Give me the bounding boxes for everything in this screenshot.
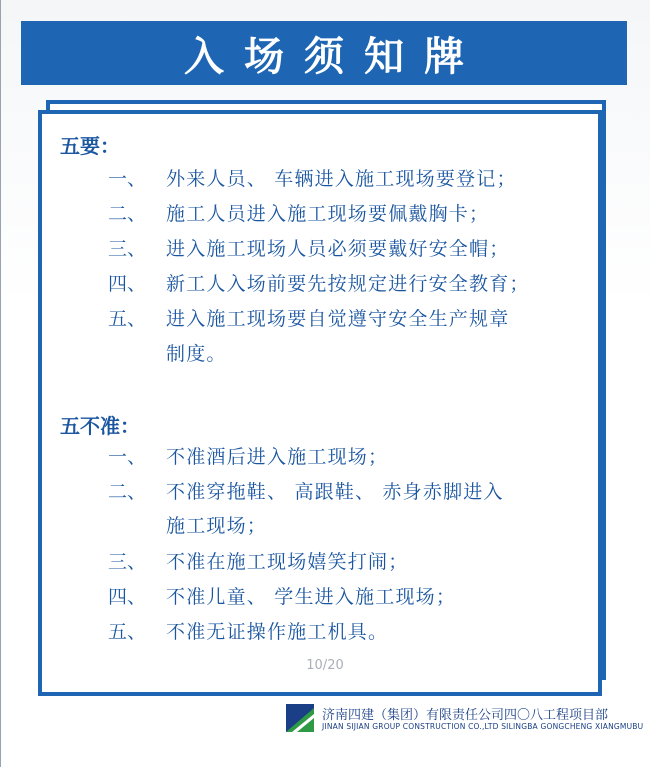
- company-footer: [286, 704, 644, 738]
- company-name-cn: 济南四建（集团）有限责任公司四〇八工程项目部: [322, 708, 609, 723]
- item-number: 五、: [108, 621, 147, 643]
- item-text: 外来人员、 车辆进入施工现场要登记；: [166, 168, 517, 190]
- item-number: 一、: [108, 168, 147, 190]
- item-text: 进入施工现场要自觉遵守安全生产规章: [166, 308, 510, 330]
- item-text: 进入施工现场人员必须要戴好安全帽；: [166, 238, 510, 260]
- page-indicator: 10/20: [306, 658, 344, 673]
- item-text: 新工人入场前要先按规定进行安全教育；: [166, 273, 530, 295]
- item-text-continued: 施工现场；: [166, 515, 268, 537]
- item-text: 不准穿拖鞋、 高跟鞋、 赤身赤脚进入: [166, 481, 504, 503]
- item-number: 四、: [108, 273, 147, 295]
- item-number: 二、: [108, 203, 147, 225]
- company-logo-icon: [286, 704, 314, 732]
- item-number: 二、: [108, 481, 147, 503]
- page-title: 入场须知牌: [184, 33, 484, 80]
- item-number: 四、: [108, 586, 147, 608]
- item-text: 不准无证操作施工机具。: [166, 621, 389, 643]
- section-heading-five-prohibitions: 五不准：: [60, 414, 140, 438]
- item-text: 不准在施工现场嬉笑打闹；: [166, 551, 409, 573]
- item-text: 不准儿童、 学生进入施工现场；: [166, 586, 457, 608]
- item-number: 一、: [108, 446, 147, 468]
- company-name-en: JINAN SIJIAN GROUP CONSTRUCTION CO.,LTD SILINGBA GONGCHENG XIANGMUBU: [322, 722, 644, 731]
- left-edge-line: [0, 0, 1, 767]
- section-heading-five-musts: 五要：: [60, 134, 120, 158]
- item-text: 施工人员进入施工现场要佩戴胸卡；: [166, 203, 490, 225]
- item-number: 三、: [108, 238, 147, 260]
- item-number: 三、: [108, 551, 147, 573]
- item-text: 不准酒后进入施工现场；: [166, 446, 389, 468]
- title-banner: [21, 21, 627, 85]
- item-text-continued: 制度。: [166, 343, 227, 365]
- item-number: 五、: [108, 308, 147, 330]
